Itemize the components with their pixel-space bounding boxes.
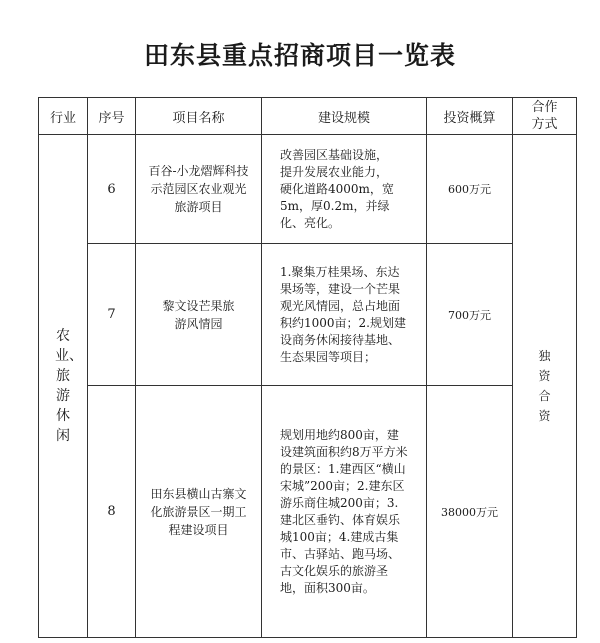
project-scale: 改善园区基础设施， 提升发展农业能力， 硬化道路4000m，宽 5m，厚0.2m，并绿 化、亮化。 [280, 147, 394, 230]
header-coop-label: 合作方式 [531, 100, 558, 132]
project-table [38, 97, 577, 638]
name-cell [136, 386, 262, 638]
project-scale: 规划用地约800亩，建设建筑面积约8万平方米的景区：1.建西区“横山宋城”200亩；2.建东区游乐商住城200亩；3.建北区垂钓、体育娱乐城100亩；4.建成古集市、古驿站、跑马场、古文化娱乐的旅游圣地，面积300亩。 [280, 427, 408, 595]
seq-cell: 6 [88, 135, 136, 244]
header-scale: 建设规模 [262, 98, 427, 135]
header-investment: 投资概算 [427, 98, 513, 135]
page-title: 田东县重点招商项目一览表 [143, 41, 456, 70]
project-scale: 1.聚集万桂果场、东达果场等，建设一个芒果观光风情园，总占地面积约1000亩；2.规划建设商务休闲接待基地、生态果园等项目； [280, 264, 406, 364]
industry-cell [39, 135, 88, 638]
project-name: 田东县横山古寨文化旅游景区一期工程建设项目 [150, 486, 247, 537]
name-cell [136, 135, 262, 244]
header-industry: 行业 [39, 98, 88, 135]
name-cell [136, 244, 262, 386]
header-name: 项目名称 [136, 98, 262, 135]
scale-cell [262, 135, 427, 244]
project-name: 百谷-小龙熠辉科技示范园区农业观光旅游项目 [148, 164, 249, 214]
header-coop [513, 98, 577, 135]
header-seq: 序号 [88, 98, 136, 135]
table-row [39, 135, 577, 244]
scale-cell [262, 386, 427, 638]
seq-cell: 7 [88, 244, 136, 386]
scale-cell [262, 244, 427, 386]
seq-cell: 8 [88, 386, 136, 638]
investment-cell: 600万元 [427, 135, 513, 244]
coop-cell [513, 135, 577, 638]
table-header-row [39, 98, 577, 135]
project-name: 黎文设芒果旅游风情园 [162, 298, 235, 331]
table-row [39, 386, 577, 638]
table-row [39, 244, 577, 386]
coop-label: 独资合资 [538, 349, 551, 423]
investment-cell: 700万元 [427, 244, 513, 386]
investment-cell: 38000万元 [427, 386, 513, 638]
industry-label: 农业、旅游休闲 [55, 328, 83, 444]
